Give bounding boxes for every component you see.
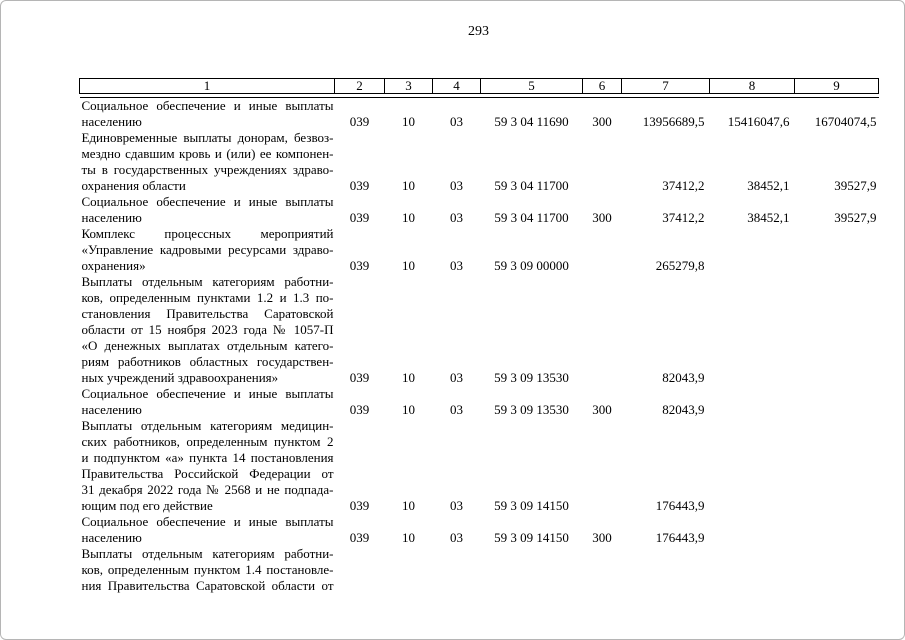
- cell-col5: 59 3 09 00000: [494, 258, 569, 273]
- cell-col8: [710, 418, 795, 514]
- cell-col6: 300: [592, 114, 612, 129]
- description-line: области от 15 ноября 2023 года № 1057-П: [81, 322, 334, 337]
- cell-col8: 38452,1: [747, 210, 790, 225]
- column-header: 5: [481, 79, 583, 94]
- description-line: охранения»: [81, 258, 146, 273]
- description-line: ных учреждений здравоохранения»: [81, 370, 279, 385]
- table-header: [80, 79, 879, 98]
- table-row: [80, 546, 879, 594]
- row-description: [80, 514, 335, 546]
- cell-col4: 03: [450, 210, 463, 225]
- table-row: [80, 226, 879, 274]
- table-row: [80, 98, 879, 131]
- cell-col4: 03: [450, 498, 463, 513]
- table-row: [80, 194, 879, 226]
- description-line: Выплаты отдельным категориям работни-: [81, 546, 334, 561]
- table-row: [80, 130, 879, 194]
- description-line: Правительства Российской Федерации от: [81, 466, 334, 481]
- table-row: [80, 274, 879, 386]
- cell-col4: 03: [450, 114, 463, 129]
- cell-col3: 10: [402, 370, 415, 385]
- column-header: 2: [335, 79, 385, 94]
- cell-col4: 03: [450, 402, 463, 417]
- page-number: 293: [468, 24, 489, 39]
- cell-col9: [795, 546, 879, 594]
- description-line: ния Правительства Саратовской области от: [81, 578, 334, 593]
- cell-col7: 37412,2: [662, 210, 705, 225]
- cell-col9: [795, 514, 879, 546]
- description-line: 31 декабря 2022 года № 2568 и не подпада-: [81, 482, 334, 497]
- column-header: 7: [622, 79, 710, 94]
- cell-col3: 10: [402, 178, 415, 193]
- cell-col3: 10: [402, 530, 415, 545]
- description-line: ты в государственных учреждениях здраво-: [81, 162, 334, 177]
- description-line: ков, определенным пунктами 1.2 и 1.3 по-: [81, 290, 334, 305]
- cell-col9: 39527,9: [834, 178, 877, 193]
- column-header: 6: [583, 79, 622, 94]
- description-line: Социальное обеспечение и иные выплаты: [81, 98, 334, 113]
- budget-table: [79, 78, 879, 594]
- table-body: [80, 98, 879, 595]
- description-line: Комплекс процессных мероприятий: [81, 226, 334, 241]
- cell-col9: [795, 386, 879, 418]
- cell-col5: 59 3 04 11700: [494, 178, 569, 193]
- row-description: [80, 418, 335, 514]
- description-line: Выплаты отдельным категориям работни-: [81, 274, 334, 289]
- cell-col5: 59 3 09 13530: [494, 370, 569, 385]
- cell-col8: [710, 514, 795, 546]
- cell-col7: 176443,9: [655, 530, 705, 545]
- description-line: ских работников, определенным пунктом 2: [81, 434, 334, 449]
- description-line: Единовременные выплаты донорам, безвоз-: [81, 130, 334, 145]
- cell-col2: 039: [349, 370, 370, 385]
- cell-col6: 300: [592, 210, 612, 225]
- description-line: Социальное обеспечение и иные выплаты: [81, 514, 334, 529]
- row-description: [80, 98, 335, 131]
- cell-col7: 82043,9: [662, 370, 705, 385]
- column-header: 3: [385, 79, 433, 94]
- description-line: риям работников областных государствен-: [81, 354, 334, 369]
- cell-col7: 37412,2: [662, 178, 705, 193]
- table-row: [80, 386, 879, 418]
- description-line: становления Правительства Саратовской: [81, 306, 334, 321]
- cell-col8: [710, 226, 795, 274]
- header-row: [80, 79, 879, 94]
- cell-col8: [710, 546, 795, 594]
- cell-col4: 03: [450, 178, 463, 193]
- description-line: Социальное обеспечение и иные выплаты: [81, 194, 334, 209]
- row-description: [80, 226, 335, 274]
- cell-col9: [795, 274, 879, 386]
- cell-col6: [583, 130, 622, 194]
- table-row: [80, 514, 879, 546]
- column-header: 1: [80, 79, 335, 94]
- cell-col9: 16704074,5: [814, 114, 877, 129]
- cell-col5: 59 3 09 14150: [494, 498, 569, 513]
- cell-col7: 13956689,5: [642, 114, 705, 129]
- cell-col6: 300: [592, 402, 612, 417]
- cell-col4: 03: [450, 370, 463, 385]
- column-header: 4: [433, 79, 481, 94]
- row-description: [80, 130, 335, 194]
- description-line: населению: [81, 114, 142, 129]
- cell-col2: 039: [349, 178, 370, 193]
- cell-col4: 03: [450, 258, 463, 273]
- cell-col2: [335, 546, 385, 594]
- description-line: охранения области: [81, 178, 186, 193]
- description-line: «О денежных выплатах отдельным катего-: [81, 338, 334, 353]
- description-line: «Управление кадровыми ресурсами здраво-: [81, 242, 334, 257]
- column-header: 9: [795, 79, 879, 94]
- cell-col9: 39527,9: [834, 210, 877, 225]
- cell-col4: 03: [450, 530, 463, 545]
- cell-col7: 176443,9: [655, 498, 705, 513]
- column-header: 8: [710, 79, 795, 94]
- cell-col6: [583, 226, 622, 274]
- description-line: Социальное обеспечение и иные выплаты: [81, 386, 334, 401]
- cell-col9: [795, 226, 879, 274]
- description-line: населению: [81, 210, 142, 225]
- cell-col6: [583, 546, 622, 594]
- cell-col9: [795, 418, 879, 514]
- description-line: ющим под его действие: [81, 498, 213, 513]
- cell-col4: [433, 546, 481, 594]
- cell-col5: [481, 546, 583, 594]
- cell-col3: 10: [402, 402, 415, 417]
- cell-col2: 039: [349, 258, 370, 273]
- cell-col2: 039: [349, 498, 370, 513]
- cell-col6: 300: [592, 530, 612, 545]
- description-line: ков, определенным пунктом 1.4 постановле-: [81, 562, 334, 577]
- cell-col3: 10: [402, 210, 415, 225]
- description-line: населению: [81, 402, 142, 417]
- cell-col2: 039: [349, 402, 370, 417]
- cell-col3: [385, 546, 433, 594]
- row-description: [80, 274, 335, 386]
- cell-col6: [583, 418, 622, 514]
- cell-col8: [710, 386, 795, 418]
- cell-col5: 59 3 04 11700: [494, 210, 569, 225]
- cell-col2: 039: [349, 530, 370, 545]
- cell-col8: [710, 274, 795, 386]
- cell-col7: 265279,8: [655, 258, 705, 273]
- row-description: [80, 546, 335, 594]
- description-line: мездно сдавшим кровь и (или) ее компонен-: [81, 146, 334, 161]
- cell-col6: [583, 274, 622, 386]
- row-description: [80, 386, 335, 418]
- cell-col2: 039: [349, 114, 370, 129]
- cell-col7: 82043,9: [662, 402, 705, 417]
- description-line: населению: [81, 530, 142, 545]
- cell-col2: 039: [349, 210, 370, 225]
- cell-col3: 10: [402, 114, 415, 129]
- table-row: [80, 418, 879, 514]
- description-line: Выплаты отдельным категориям медицин-: [81, 418, 334, 433]
- cell-col8: 15416047,6: [727, 114, 790, 129]
- cell-col5: 59 3 04 11690: [494, 114, 569, 129]
- cell-col8: 38452,1: [747, 178, 790, 193]
- description-line: и подпунктом «а» пункта 14 постановления: [81, 450, 334, 465]
- cell-col5: 59 3 09 13530: [494, 402, 569, 417]
- cell-col7: [622, 546, 710, 594]
- cell-col3: 10: [402, 258, 415, 273]
- cell-col3: 10: [402, 498, 415, 513]
- cell-col5: 59 3 09 14150: [494, 530, 569, 545]
- row-description: [80, 194, 335, 226]
